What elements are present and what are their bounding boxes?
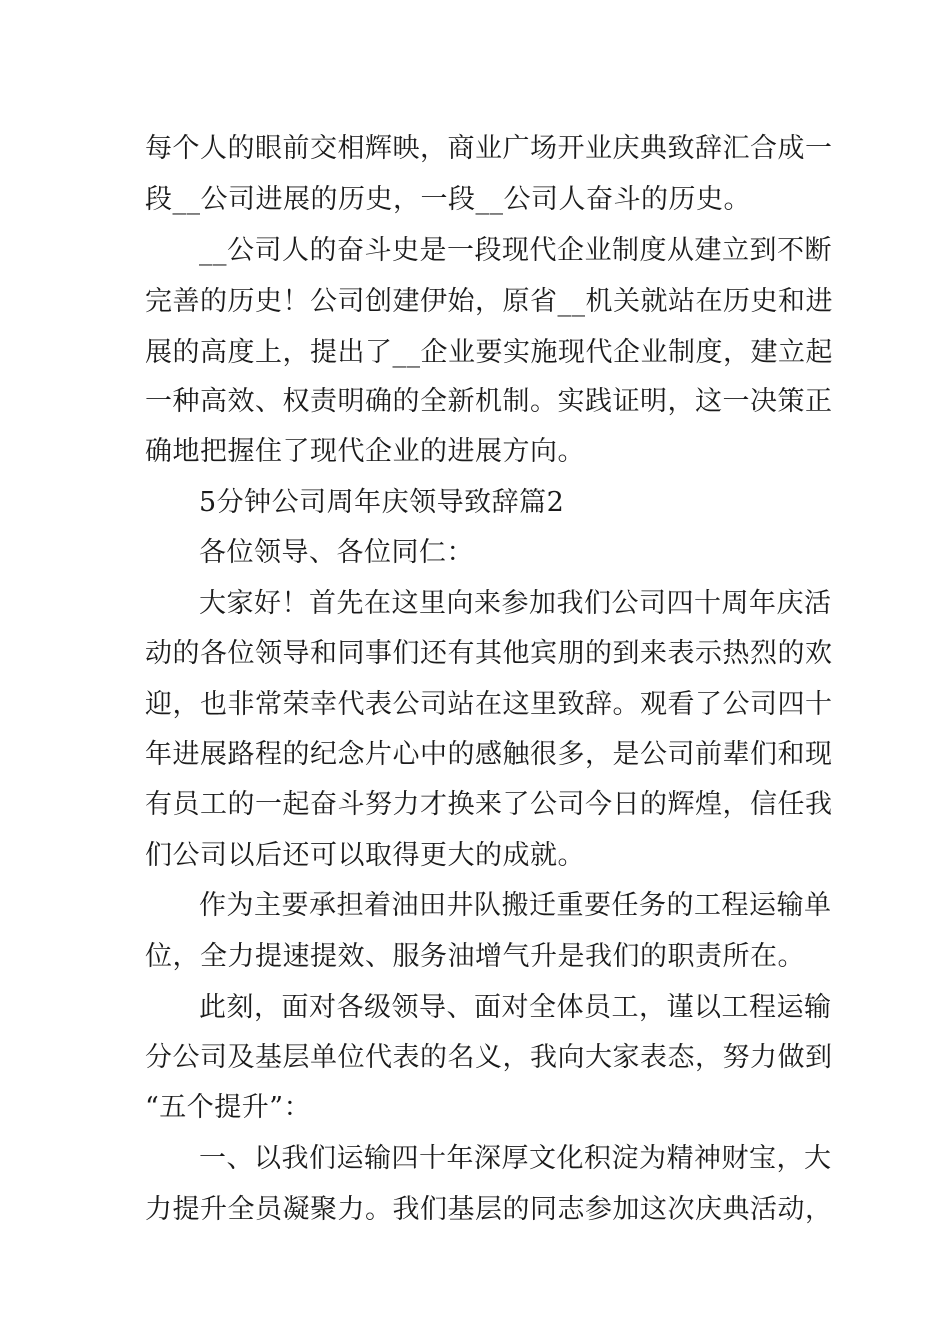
text-line: 年进展路程的纪念片心中的感触很多，是公司前辈们和现: [145, 739, 833, 770]
paragraph-start-line: 作为主要承担着油田井队搬迁重要任务的工程运输单: [199, 890, 832, 921]
text-line: 力提升全员凝聚力。我们基层的同志参加这次庆典活动，: [145, 1194, 833, 1225]
text-line: 每个人的眼前交相辉映，商业广场开业庆典致辞汇合成一: [145, 133, 833, 164]
text-line: 动的各位领导和同事们还有其他宾朋的到来表示热烈的欢: [145, 638, 833, 669]
section-heading: 5分钟公司周年庆领导致辞篇2: [199, 487, 565, 518]
text-line: 有员工的一起奋斗努力才换来了公司今日的辉煌，信任我: [145, 789, 833, 820]
text-line: 完善的历史！公司创建伊始，原省__机关就站在历史和进: [145, 286, 833, 317]
salutation: 各位领导、各位同仁：: [199, 537, 474, 568]
text-line: 段__公司进展的历史，一段__公司人奋斗的历史。: [145, 184, 751, 215]
text-line: 位，全力提速提效、服务油增气升是我们的职责所在。: [145, 941, 805, 972]
paragraph-start-line: 一、以我们运输四十年深厚文化积淀为精神财宝，大: [199, 1143, 832, 1174]
text-line: 分公司及基层单位代表的名义，我向大家表态，努力做到: [145, 1042, 833, 1073]
text-line: “五个提升”：: [145, 1092, 312, 1123]
text-line: 迎，也非常荣幸代表公司站在这里致辞。观看了公司四十: [145, 689, 833, 720]
text-line: 们公司以后还可以取得更大的成就。: [145, 840, 585, 871]
text-line: 一种高效、权责明确的全新机制。实践证明，这一决策正: [145, 386, 833, 417]
text-line: 确地把握住了现代企业的进展方向。: [145, 436, 585, 467]
paragraph-start-line: __公司人的奋斗史是一段现代企业制度从建立到不断: [199, 235, 832, 266]
paragraph-start-line: 此刻，面对各级领导、面对全体员工，谨以工程运输: [199, 992, 832, 1023]
paragraph-start-line: 大家好！首先在这里向来参加我们公司四十周年庆活: [199, 588, 832, 619]
text-line: 展的高度上，提出了__企业要实施现代企业制度，建立起: [145, 337, 833, 368]
